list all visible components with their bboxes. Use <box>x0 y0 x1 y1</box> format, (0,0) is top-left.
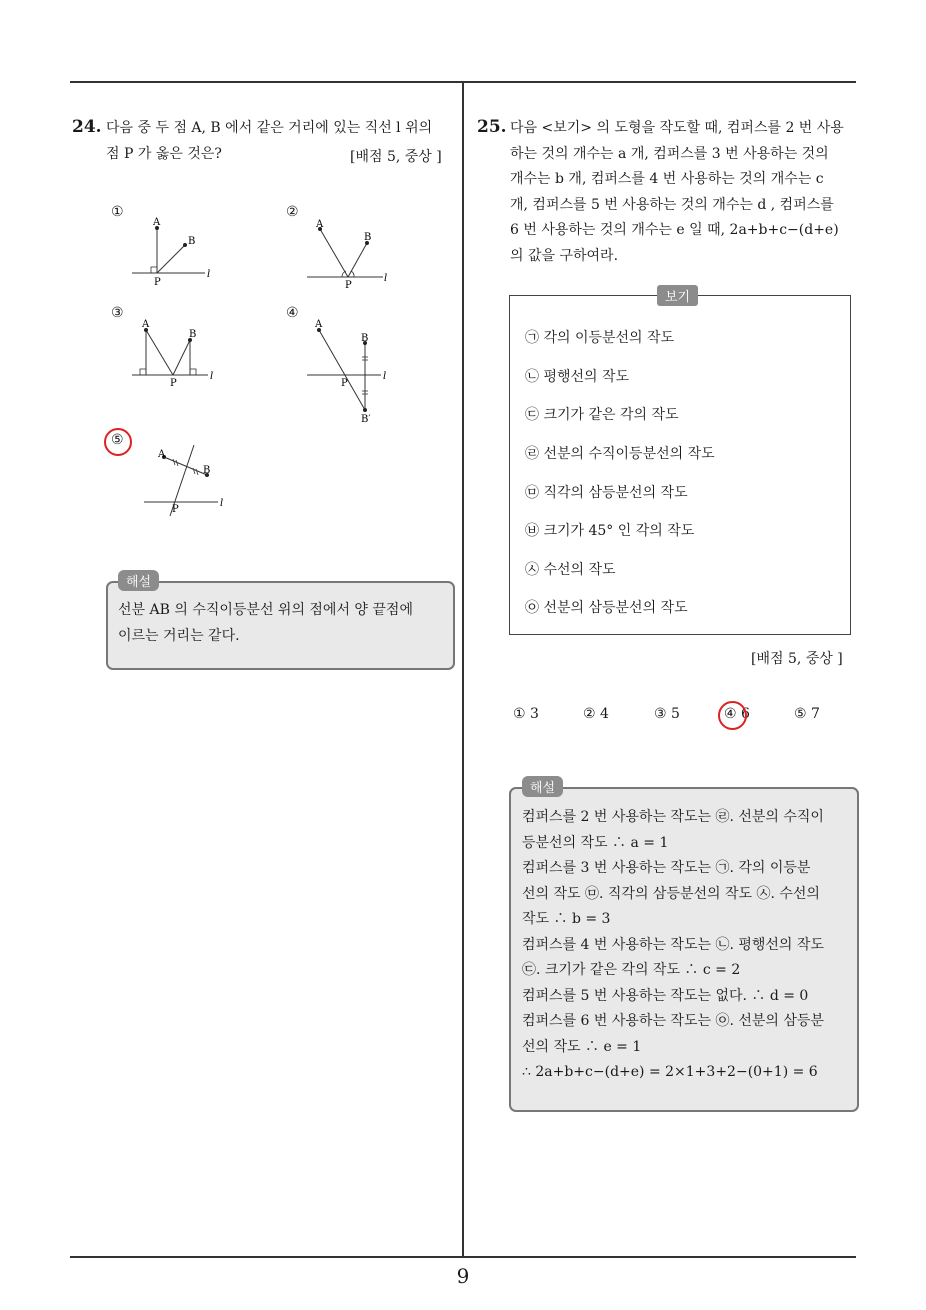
label-B: B <box>188 236 196 247</box>
q24-fig4-num: ④ <box>286 305 299 321</box>
q24-solution-tab: 해설 <box>118 570 159 591</box>
q25-line: 개수는 b 개, 컴퍼스를 4 번 사용하는 것의 개수는 c <box>510 171 824 187</box>
label-A: A <box>153 217 161 228</box>
q25-solution-line: 컴퍼스를 6 번 사용하는 작도는 ㉧. 선분의 삼등분 <box>522 1013 824 1029</box>
label-B: B <box>361 333 369 344</box>
q24-line: 점 P 가 옳은 것은? <box>106 145 222 162</box>
q24-number: 24. <box>72 117 102 137</box>
q24-figure-4 <box>305 315 395 425</box>
label-P: P <box>345 280 352 290</box>
q25-solution-line: 선의 작도 ㉤. 직각의 삼등분선의 작도 ㉦. 수선의 <box>522 885 820 902</box>
label-l: l <box>220 498 224 509</box>
label-A: A <box>158 449 166 460</box>
label-l: l <box>384 273 388 284</box>
q24-fig3-num: ③ <box>111 305 124 321</box>
q25-line: 하는 것의 개수는 a 개, 컴퍼스를 3 번 사용하는 것의 <box>510 145 829 162</box>
bogi-tab: 보기 <box>657 285 698 306</box>
q25-solution-line: 작도 ∴ b = 3 <box>522 911 611 927</box>
choice-4[interactable]: ④ 6 <box>724 706 750 722</box>
bogi-item: ㉣ 선분의 수직이등분선의 작도 <box>525 446 715 462</box>
q24-fig2-num: ② <box>286 204 299 220</box>
bogi-item: ㉠ 각의 이등분선의 작도 <box>525 330 675 346</box>
bogi-item: ㉧ 선분의 삼등분선의 작도 <box>525 600 688 616</box>
q24-solution-text <box>118 598 413 649</box>
q25-solution-line: 컴퍼스를 4 번 사용하는 작도는 ㉡. 평행선의 작도 <box>522 936 824 953</box>
bogi-item: ㉢ 크기가 같은 각의 작도 <box>525 407 679 423</box>
answer-mark-icon <box>104 428 132 456</box>
page-number: 9 <box>456 1264 470 1288</box>
q24-figure-5 <box>140 440 235 520</box>
answer-mark-icon <box>718 701 747 730</box>
bogi-item: ㉤ 직각의 삼등분선의 작도 <box>525 485 688 501</box>
q25-line: 의 값을 구하여라. <box>510 247 619 264</box>
q24-line: 다음 중 두 점 A, B 에서 같은 거리에 있는 직선 l 위의 <box>106 120 433 136</box>
choice-1[interactable]: ① 3 <box>513 706 539 722</box>
label-P: P <box>154 277 161 288</box>
label-P: P <box>341 378 348 389</box>
label-l: l <box>210 371 214 382</box>
q25-solution-line: ∴ 2a+b+c−(d+e) = 2×1+3+2−(0+1) = 6 <box>522 1064 818 1080</box>
q25-solution-line: 컴퍼스를 3 번 사용하는 작도는 ㉠. 각의 이등분 <box>522 860 811 876</box>
label-B: B <box>189 329 197 340</box>
bogi-item: ㉥ 크기가 45° 인 각의 작도 <box>525 523 695 539</box>
label-B-prime: B′ <box>361 414 371 425</box>
q24-solution-line: 이르는 거리는 같다. <box>118 627 240 644</box>
q24-fig1-num: ① <box>111 204 124 220</box>
q25-line: 다음 <보기> 의 도형을 작도할 때, 컴퍼스를 2 번 사용 <box>510 120 844 136</box>
q25-solution-line: ㉢. 크기가 같은 각의 작도 ∴ c = 2 <box>522 962 741 978</box>
bottom-rule <box>70 1256 856 1258</box>
label-l: l <box>207 269 211 280</box>
label-B: B <box>203 465 211 476</box>
q25-number: 25. <box>477 117 507 137</box>
q25-score: [배점 5, 중상 ] <box>751 651 843 667</box>
q24-figure-3 <box>130 315 225 390</box>
q24-figure-2 <box>305 215 395 290</box>
q25-text <box>510 116 844 269</box>
bogi-item: ㉦ 수선의 작도 <box>525 562 616 578</box>
bogi-item: ㉡ 평행선의 작도 <box>525 369 630 385</box>
column-divider <box>462 82 464 1257</box>
q25-solution-line: 선의 작도 ∴ e = 1 <box>522 1038 642 1055</box>
q25-solution-line: 등분선의 작도 ∴ a = 1 <box>522 834 669 851</box>
q25-solution-line: 컴퍼스를 5 번 사용하는 작도는 없다. ∴ d = 0 <box>522 987 809 1004</box>
q25-line: 개, 컴퍼스를 5 번 사용하는 것의 개수는 d , 컴퍼스를 <box>510 196 834 213</box>
q25-solution-tab: 해설 <box>522 776 563 797</box>
label-P: P <box>172 504 179 515</box>
label-l: l <box>383 371 387 382</box>
label-A: A <box>316 219 324 230</box>
q24-score: [배점 5, 중상 ] <box>350 149 442 165</box>
q24-solution-line: 선분 AB 의 수직이등분선 위의 점에서 양 끝점에 <box>118 602 413 618</box>
choice-5[interactable]: ⑤ 7 <box>794 706 820 722</box>
q25-line: 6 번 사용하는 것의 개수는 e 일 때, 2a+b+c−(d+e) <box>510 222 839 238</box>
choice-3[interactable]: ③ 5 <box>654 706 680 722</box>
choice-2[interactable]: ② 4 <box>583 706 609 722</box>
label-B: B <box>364 232 372 243</box>
q25-solution-line: 컴퍼스를 2 번 사용하는 작도는 ㉣. 선분의 수직이 <box>522 809 824 825</box>
q25-solution-text <box>522 805 824 1086</box>
label-A: A <box>142 319 150 330</box>
label-P: P <box>170 378 177 389</box>
label-A: A <box>315 319 323 330</box>
q24-fig5-num: ⑤ <box>111 432 124 448</box>
q24-figure-1 <box>130 215 220 290</box>
